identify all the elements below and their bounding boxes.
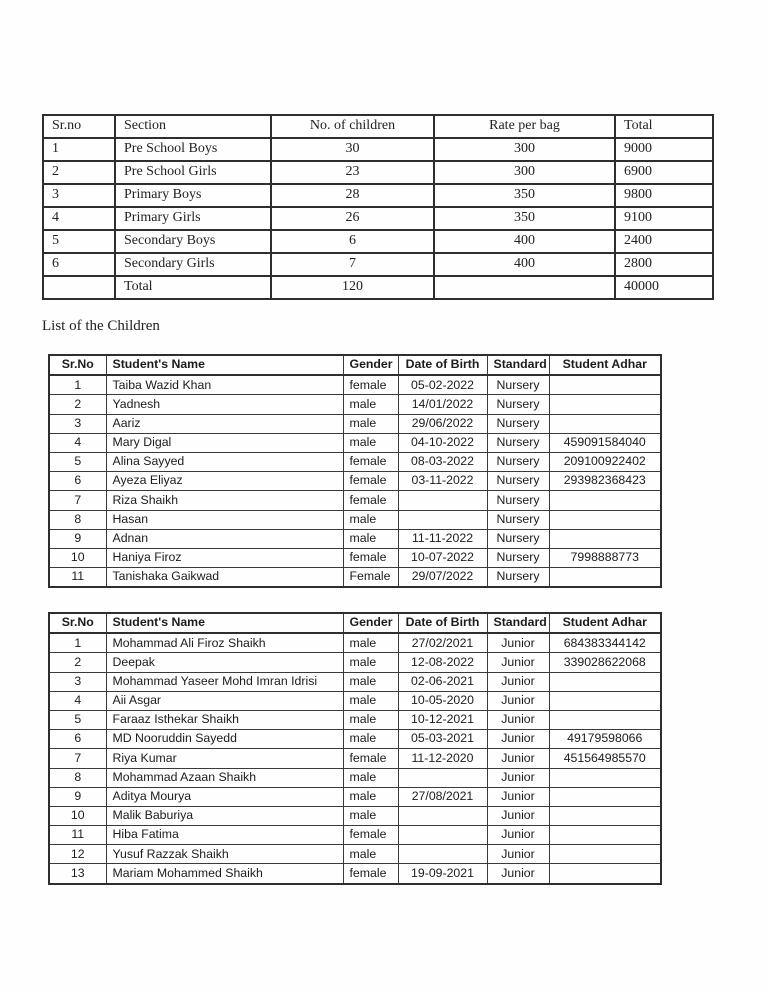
table-cell [398,806,487,825]
nursery-header-row [49,355,661,375]
table-cell: male [343,414,398,433]
table-cell: 459091584040 [549,433,661,452]
column-header: Gender [343,613,398,633]
table-cell: 350 [434,184,615,207]
table-cell: male [343,510,398,529]
table-cell: female [343,452,398,471]
table-cell [549,491,661,510]
table-cell: 12-08-2022 [398,653,487,672]
table-cell: 02-06-2021 [398,672,487,691]
table-cell: male [343,653,398,672]
table-cell: 2 [49,395,106,414]
table-cell: 10-07-2022 [398,548,487,567]
table-cell: 9000 [615,138,713,161]
table-row [49,826,661,845]
table-row [49,568,661,588]
table-cell: 6 [49,472,106,491]
table-cell: female [343,491,398,510]
table-row [49,710,661,729]
table-cell: 5 [49,710,106,729]
column-header: Student's Name [106,613,343,633]
table-cell: Nursery [487,529,549,548]
column-header: Standard [487,355,549,375]
table-cell: Nursery [487,568,549,588]
table-cell: 4 [43,207,115,230]
table-cell: Tanishaka Gaikwad [106,568,343,588]
table-cell: Taiba Wazid Khan [106,375,343,395]
table-cell: 10 [49,806,106,825]
table-cell: male [343,845,398,864]
table-cell: 08-03-2022 [398,452,487,471]
table-cell: 300 [434,138,615,161]
table-row [49,452,661,471]
table-cell: 400 [434,253,615,276]
table-cell: 339028622068 [549,653,661,672]
table-cell: 49179598066 [549,730,661,749]
table-cell: 209100922402 [549,452,661,471]
nursery-students-table [48,354,662,588]
table-cell: 11-12-2020 [398,749,487,768]
table-cell: Primary Boys [115,184,271,207]
table-cell: Nursery [487,433,549,452]
table-row [49,510,661,529]
table-cell: Mariam Mohammed Shaikh [106,864,343,884]
junior-header-row [49,613,661,633]
table-cell: 2400 [615,230,713,253]
table-cell: 12 [49,845,106,864]
table-cell [549,768,661,787]
table-cell: Pre School Boys [115,138,271,161]
table-cell: Yadnesh [106,395,343,414]
table-cell: Mohammad Ali Firoz Shaikh [106,633,343,653]
table-row [49,691,661,710]
table-cell: 29/07/2022 [398,568,487,588]
table-cell: 11 [49,568,106,588]
table-cell: Junior [487,787,549,806]
table-cell: 30 [271,138,434,161]
table-cell: Junior [487,672,549,691]
column-header: No. of children [271,115,434,138]
table-cell [398,826,487,845]
table-cell: Aii Asgar [106,691,343,710]
table-cell: female [343,375,398,395]
table-cell: 04-10-2022 [398,433,487,452]
table-cell: 19-09-2021 [398,864,487,884]
table-cell: Faraaz Isthekar Shaikh [106,710,343,729]
table-row [49,864,661,884]
table-cell [549,529,661,548]
table-cell: 05-02-2022 [398,375,487,395]
table-cell [43,276,115,299]
table-cell: male [343,395,398,414]
table-cell: 10-12-2021 [398,710,487,729]
table-cell: 350 [434,207,615,230]
table-row [49,433,661,452]
table-cell: 11-11-2022 [398,529,487,548]
table-cell: 7 [49,491,106,510]
table-cell [549,395,661,414]
table-cell [549,806,661,825]
table-cell: female [343,749,398,768]
column-header: Date of Birth [398,355,487,375]
table-cell: 11 [49,826,106,845]
table-cell: 684383344142 [549,633,661,653]
table-cell: Secondary Boys [115,230,271,253]
table-row [43,184,713,207]
table-cell: 10 [49,548,106,567]
column-header: Date of Birth [398,613,487,633]
table-cell: Riza Shaikh [106,491,343,510]
table-cell [549,710,661,729]
table-cell: 2 [49,653,106,672]
table-cell [549,826,661,845]
table-cell: Hiba Fatima [106,826,343,845]
table-cell: 4 [49,433,106,452]
table-cell: 5 [43,230,115,253]
table-cell: Junior [487,749,549,768]
table-cell: Haniya Firoz [106,548,343,567]
table-cell [398,768,487,787]
table-cell: 451564985570 [549,749,661,768]
table-row [49,730,661,749]
table-cell: Junior [487,710,549,729]
table-cell: 120 [271,276,434,299]
table-row [49,491,661,510]
table-cell: 3 [49,414,106,433]
table-cell: female [343,826,398,845]
table-cell: 1 [49,375,106,395]
table-cell: Deepak [106,653,343,672]
column-header: Sr.No [49,355,106,375]
table-cell [434,276,615,299]
table-cell: male [343,529,398,548]
table-cell: 6 [271,230,434,253]
table-cell: female [343,548,398,567]
table-cell: Nursery [487,548,549,567]
table-cell: Junior [487,653,549,672]
table-cell: 26 [271,207,434,230]
table-cell: Yusuf Razzak Shaikh [106,845,343,864]
table-cell: 7998888773 [549,548,661,567]
table-cell: male [343,768,398,787]
table-cell [398,510,487,529]
column-header: Student Adhar [549,613,661,633]
table-cell: Junior [487,691,549,710]
table-cell: 7 [271,253,434,276]
table-cell: 7 [49,749,106,768]
table-cell: 6 [49,730,106,749]
column-header: Student Adhar [549,355,661,375]
table-cell: 3 [43,184,115,207]
table-row [49,653,661,672]
table-cell: MD Nooruddin Sayedd [106,730,343,749]
table-cell: male [343,672,398,691]
table-cell [398,845,487,864]
table-cell: Mohammad Azaan Shaikh [106,768,343,787]
table-cell: Junior [487,864,549,884]
table-cell: 2800 [615,253,713,276]
table-row [49,375,661,395]
column-header: Rate per bag [434,115,615,138]
table-row [49,787,661,806]
table-row [43,161,713,184]
table-cell: 28 [271,184,434,207]
table-cell [549,672,661,691]
table-cell: male [343,633,398,653]
table-cell: Hasan [106,510,343,529]
table-row [49,768,661,787]
table-cell: Nursery [487,375,549,395]
table-row [49,845,661,864]
table-row [49,749,661,768]
column-header: Total [615,115,713,138]
table-row [43,253,713,276]
table-cell: 23 [271,161,434,184]
column-header: Sr.no [43,115,115,138]
table-row [43,138,713,161]
table-cell: 13 [49,864,106,884]
table-row [49,806,661,825]
table-cell: 400 [434,230,615,253]
table-cell: Junior [487,730,549,749]
table-cell: Primary Girls [115,207,271,230]
children-list-heading: List of the Children [42,318,160,334]
table-cell [398,491,487,510]
table-cell: 10-05-2020 [398,691,487,710]
table-cell [549,845,661,864]
table-cell: Alina Sayyed [106,452,343,471]
table-cell: 8 [49,768,106,787]
table-row [49,414,661,433]
table-cell: 27/02/2021 [398,633,487,653]
table-cell: male [343,710,398,729]
table-row [49,472,661,491]
table-cell: Malik Baburiya [106,806,343,825]
table-cell [549,691,661,710]
table-cell: 9 [49,529,106,548]
table-cell: Nursery [487,414,549,433]
table-cell: Aariz [106,414,343,433]
table-cell: male [343,691,398,710]
table-row [49,395,661,414]
table-cell: Junior [487,633,549,653]
table-cell: male [343,787,398,806]
column-header: Standard [487,613,549,633]
table-cell: Nursery [487,472,549,491]
table-cell: 4 [49,691,106,710]
table-cell: female [343,472,398,491]
table-cell: Secondary Girls [115,253,271,276]
column-header: Gender [343,355,398,375]
table-cell: Junior [487,768,549,787]
table-cell: Female [343,568,398,588]
table-cell: Riya Kumar [106,749,343,768]
table-cell [549,787,661,806]
table-cell: 27/08/2021 [398,787,487,806]
table-cell: Mohammad Yaseer Mohd Imran Idrisi [106,672,343,691]
table-cell: Junior [487,806,549,825]
table-cell: 293982368423 [549,472,661,491]
fee-summary-table [42,114,714,300]
table-cell: 40000 [615,276,713,299]
table-cell: male [343,730,398,749]
table-cell: 6900 [615,161,713,184]
column-header: Section [115,115,271,138]
table-cell: Ayeza Eliyaz [106,472,343,491]
table-cell: Nursery [487,491,549,510]
table-cell: Total [115,276,271,299]
junior-students-table [48,612,662,885]
table-cell: 3 [49,672,106,691]
table-cell [549,568,661,588]
table-row [49,529,661,548]
table-row [49,548,661,567]
fee-summary-header-row [43,115,713,138]
table-cell: Junior [487,845,549,864]
table-row [49,633,661,653]
table-cell: Nursery [487,510,549,529]
table-cell: 1 [43,138,115,161]
table-cell: 9100 [615,207,713,230]
table-cell: 9800 [615,184,713,207]
table-cell: Mary Digal [106,433,343,452]
table-cell: 2 [43,161,115,184]
table-cell [549,375,661,395]
table-cell: 1 [49,633,106,653]
table-cell: male [343,433,398,452]
table-cell: female [343,864,398,884]
table-cell: Junior [487,826,549,845]
table-row [43,230,713,253]
table-cell: 9 [49,787,106,806]
table-cell: Aditya Mourya [106,787,343,806]
table-cell: 14/01/2022 [398,395,487,414]
table-cell: 8 [49,510,106,529]
table-cell: 05-03-2021 [398,730,487,749]
table-row [43,207,713,230]
table-cell: Nursery [487,395,549,414]
table-cell [549,414,661,433]
table-cell: 03-11-2022 [398,472,487,491]
table-cell: 300 [434,161,615,184]
table-cell [549,510,661,529]
table-cell [549,864,661,884]
table-cell: Pre School Girls [115,161,271,184]
table-cell: Adnan [106,529,343,548]
table-row [43,276,713,299]
column-header: Sr.No [49,613,106,633]
table-cell: 6 [43,253,115,276]
table-cell: male [343,806,398,825]
table-cell: Nursery [487,452,549,471]
table-cell: 29/06/2022 [398,414,487,433]
column-header: Student's Name [106,355,343,375]
table-row [49,672,661,691]
table-cell: 5 [49,452,106,471]
